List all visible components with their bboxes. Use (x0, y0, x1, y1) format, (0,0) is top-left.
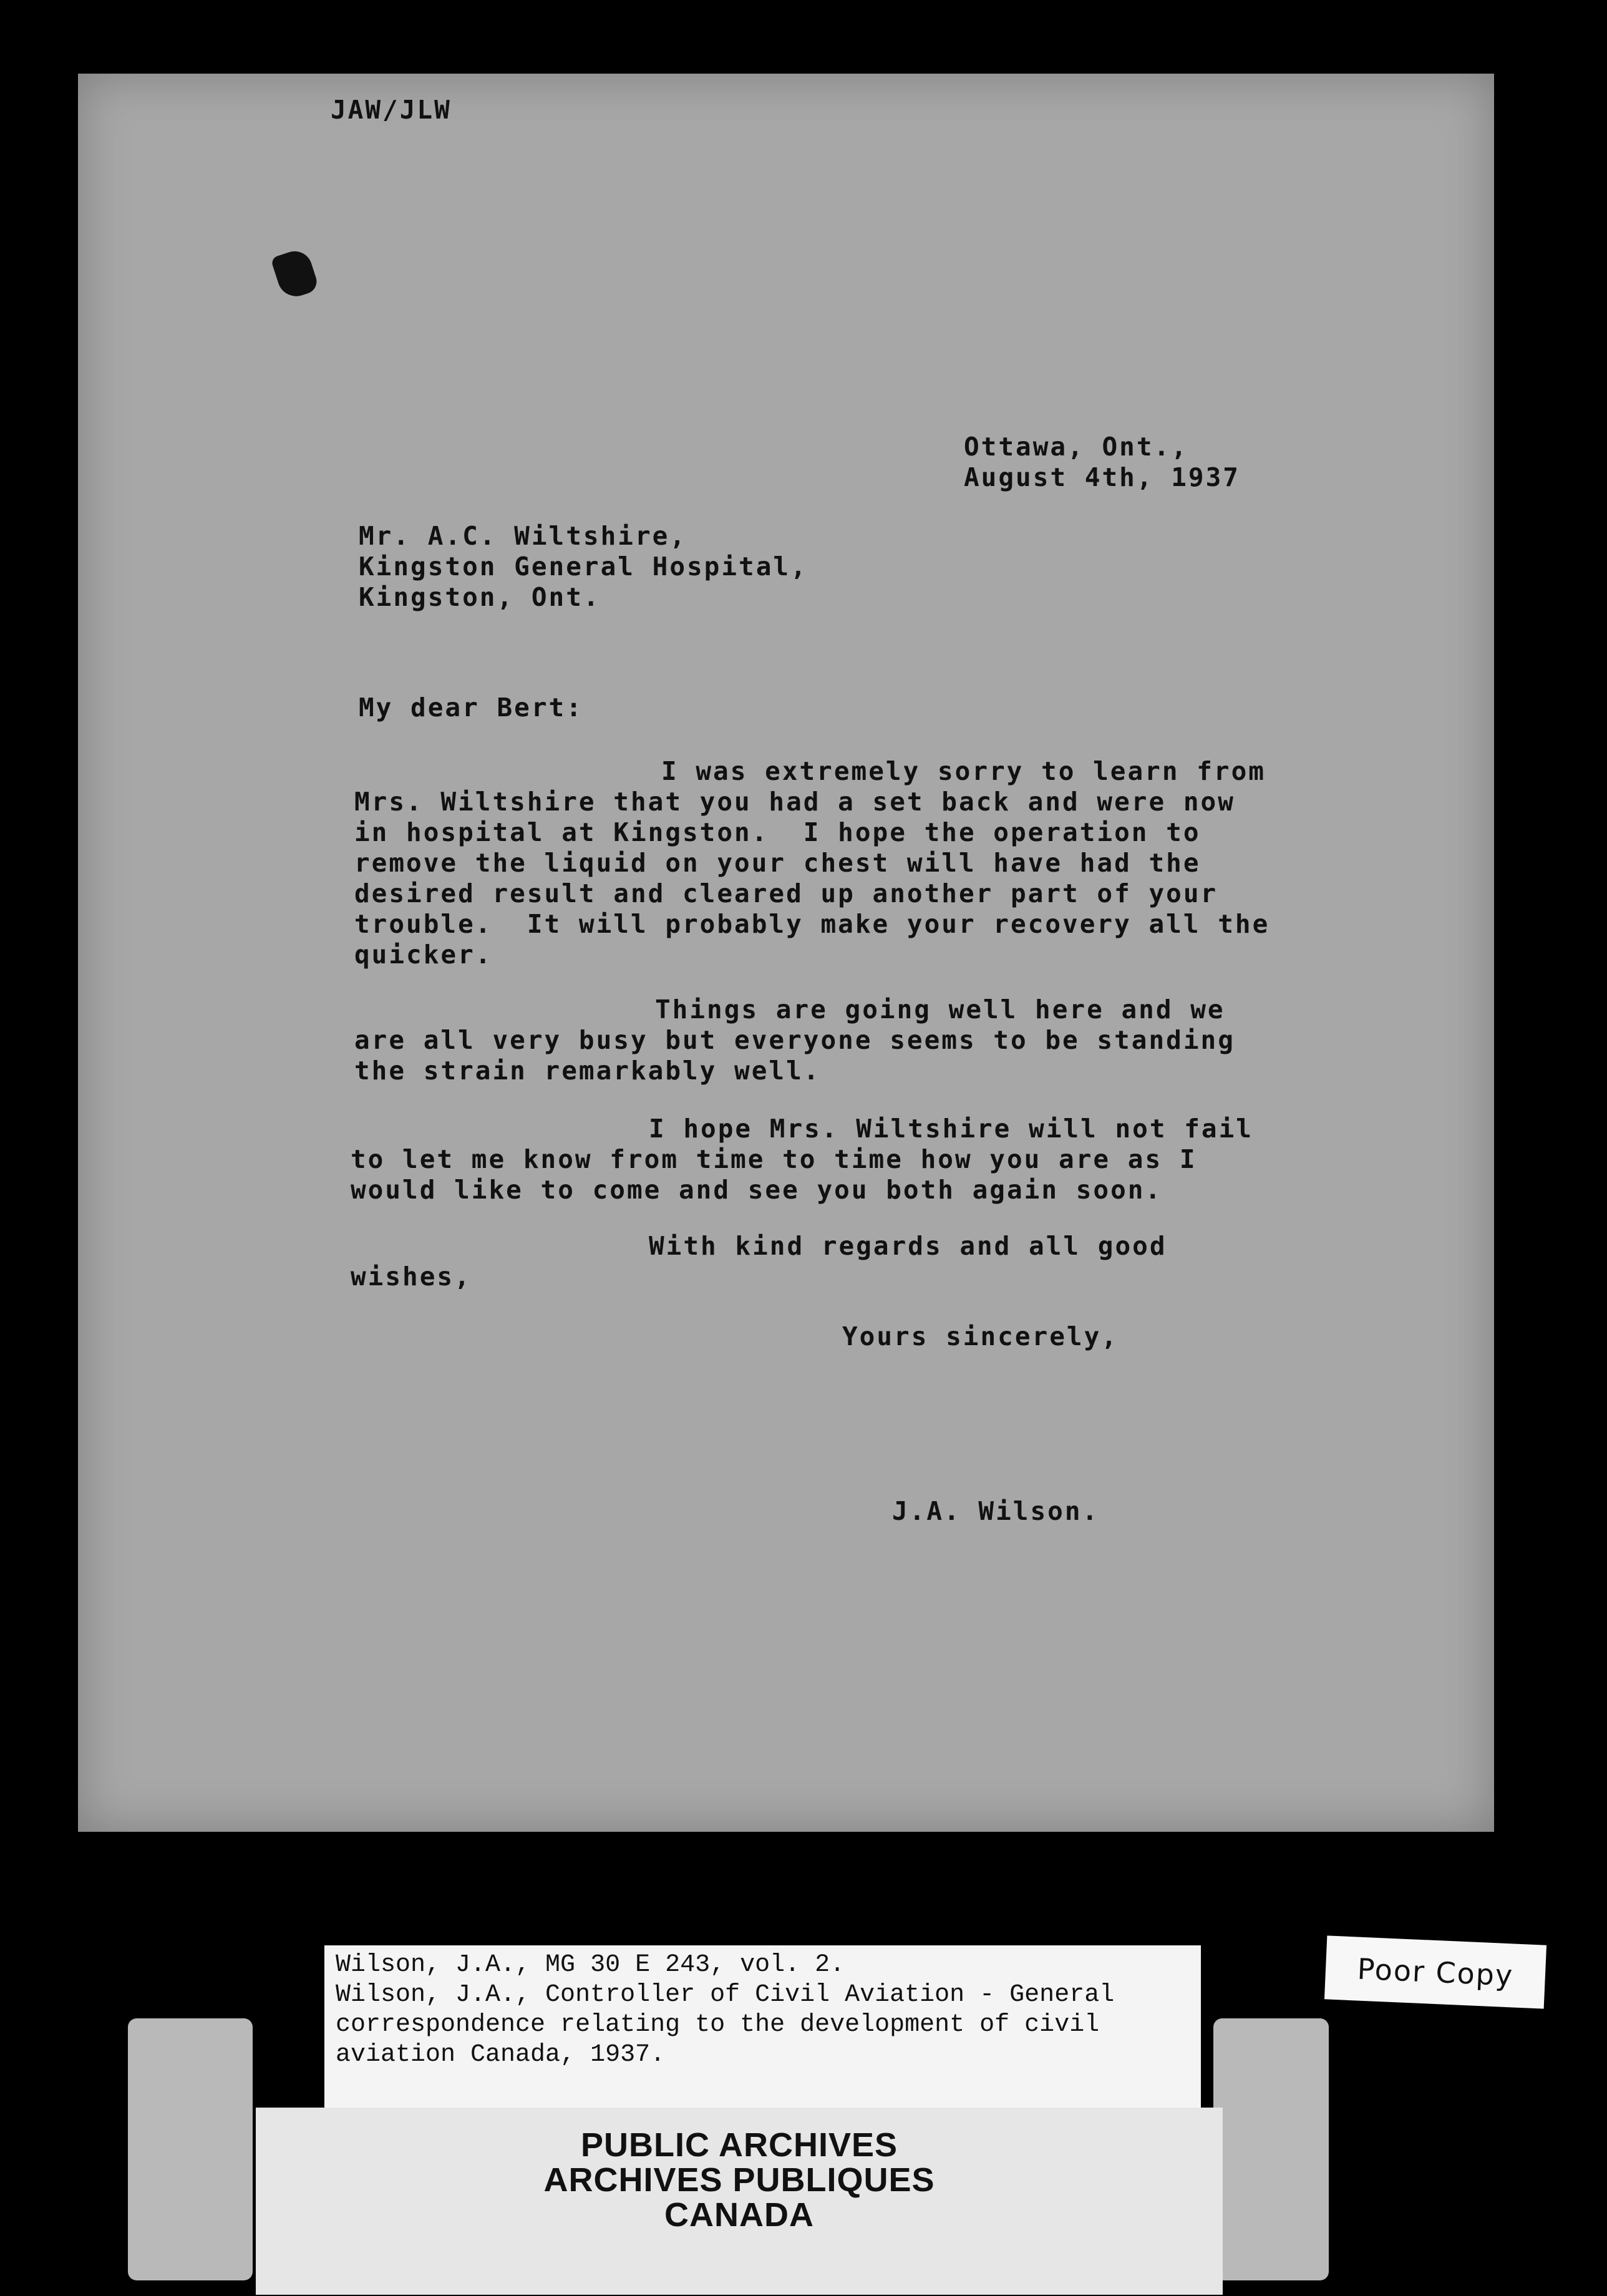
recipient-name: Mr. A.C. Wiltshire, (359, 521, 687, 551)
reference-initials: JAW/JLW (331, 95, 452, 125)
paragraph-line: wishes, (351, 1262, 472, 1292)
paragraph-line: trouble. It will probably make your recovery all the (354, 909, 1270, 939)
paragraph-line: in hospital at Kingston. I hope the operation to (354, 817, 1201, 847)
catalog-line: Wilson, J.A., Controller of Civil Aviation - General (336, 1981, 1115, 2009)
paragraph-line: I hope Mrs. Wiltshire will not fail (649, 1114, 1253, 1144)
paragraph-line: to let me know from time to time how you are as I (351, 1144, 1197, 1174)
paragraph-line: Mrs. Wiltshire that you had a set back and were now (354, 787, 1235, 817)
show-through-text (340, 635, 356, 665)
closing: Yours sincerely, (842, 1321, 1119, 1351)
catalog-line: Wilson, J.A., MG 30 E 243, vol. 2. (336, 1951, 845, 1979)
paragraph-line: Things are going well here and we (655, 995, 1225, 1024)
binder-clip-right (1213, 2018, 1329, 2280)
paragraph-line: With kind regards and all good (649, 1231, 1167, 1261)
salutation: My dear Bert: (359, 693, 583, 722)
letter-page (78, 74, 1494, 1832)
catalog-line: aviation Canada, 1937. (336, 2041, 666, 2069)
archives-line-3: CANADA (664, 2196, 814, 2234)
letter-date: August 4th, 1937 (964, 462, 1240, 492)
letter-place: Ottawa, Ont., (964, 432, 1188, 462)
paragraph-line: the strain remarkably well. (354, 1056, 821, 1086)
paragraph-line: remove the liquid on your chest will have had the (354, 848, 1201, 878)
ink-smudge (270, 246, 319, 301)
paragraph-line: would like to come and see you both again soon. (351, 1175, 1163, 1205)
paragraph-line: quicker. (354, 940, 493, 970)
catalog-line: correspondence relating to the development of civil (336, 2011, 1100, 2039)
catalog-card (324, 1945, 1201, 2108)
recipient-institution: Kingston General Hospital, (359, 552, 808, 581)
archives-line-2: ARCHIVES PUBLIQUES (543, 2161, 935, 2199)
archives-line-1: PUBLIC ARCHIVES (580, 2126, 898, 2164)
paragraph-line: are all very busy but everyone seems to be standing (354, 1025, 1235, 1055)
signature: J.A. Wilson. (892, 1496, 1100, 1526)
binder-clip-left (128, 2018, 253, 2280)
paragraph-line: desired result and cleared up another part of your (354, 878, 1218, 908)
handwritten-note: Poor Copy (1324, 1935, 1546, 2008)
recipient-city: Kingston, Ont. (359, 582, 601, 612)
paragraph-line: I was extremely sorry to learn from (661, 756, 1266, 786)
